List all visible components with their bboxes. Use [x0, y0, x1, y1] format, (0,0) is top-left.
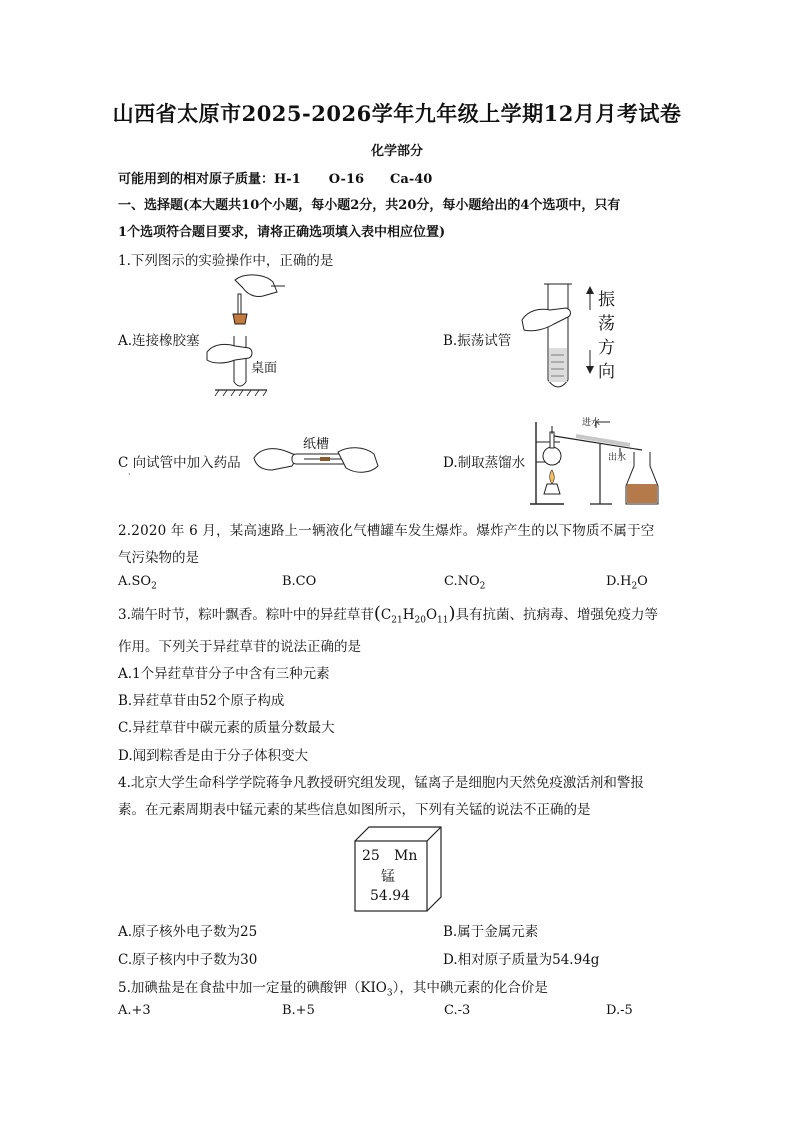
q5-option-c[interactable]: C.-3 [444, 1003, 471, 1018]
q3-line2: 作用。下列关于异荭草苷的说法正确的是 [118, 639, 361, 655]
q1-image-b-label: 振 荡 方 向 [598, 290, 615, 382]
q2-option-a[interactable]: $A.SO_2$ [118, 574, 157, 592]
q4-option-a[interactable]: A.原子核外电子数为25 [118, 924, 258, 940]
q4-element-number: 25 [362, 848, 380, 864]
atomic-mass-o: O-16 [328, 172, 365, 187]
q4-option-d[interactable]: D.相对原子质量为54.94g [443, 952, 600, 968]
q2-option-d[interactable]: $D.H_2O$ [606, 574, 648, 592]
q1-image-d-water-out: 出水 [608, 453, 627, 463]
q4-option-c[interactable]: C.原子核内中子数为30 [118, 952, 258, 968]
q1-image-d-water-in: 进水 [582, 418, 601, 428]
q5-option-d[interactable]: D.-5 [606, 1003, 633, 1018]
q2-line1: 2.2020 年 6 月，某高速路上一辆液化气槽罐车发生爆炸。爆炸产生的以下物质不属于空 [118, 523, 655, 539]
q5-option-b[interactable]: B.+5 [282, 1003, 315, 1018]
q1-image-b [520, 280, 600, 398]
q1-image-a-label: 桌面 [251, 361, 278, 376]
atomic-mass-label: 可能用到的相对原子质量： [118, 172, 275, 187]
q1-option-a[interactable]: A.连接橡胶塞 [118, 333, 200, 349]
q4-line2: 素。在元素周期表中锰元素的某些信息如图所示，下列有关锰的说法不正确的是 [118, 802, 591, 818]
page-title: 山西省太原市2025-2026学年九年级上学期12月月考试卷 [112, 101, 682, 126]
q2-line2: 气污染物的是 [118, 550, 199, 566]
page-subtitle: 化学部分 [370, 144, 423, 159]
q3-line1: 3.端午时节，粽叶飘香。粽叶中的异荭草苷$(C_{21}H_{20}O_{11})$具有抗菌、抗病毒、增强免疫力等 [118, 603, 659, 626]
q4-element-mass: 54.94 [370, 888, 411, 904]
atomic-mass-h: H-1 [274, 172, 301, 187]
q4-line1: 4.北京大学生命科学学院蒋争凡教授研究组发现，锰离子是细胞内天然免疫激活剂和警报 [118, 775, 644, 791]
q3-option-b[interactable]: B.异荭草苷由52个原子构成 [118, 693, 285, 709]
section1-line2: 1个选项符合题目要求，请将正确选项填入表中相应位置) [118, 225, 446, 240]
q1-option-b[interactable]: B.振荡试管 [443, 333, 512, 349]
q3-formula: $C_{21}H_{20}O_{11}$ [380, 607, 449, 626]
q2-option-c[interactable]: $C.NO_2$ [444, 574, 486, 592]
q4-element-symbol: Mn [394, 848, 418, 864]
q1-option-c[interactable]: C 向试管中加入药品 [118, 455, 241, 471]
q1-option-c-dot: · [128, 470, 131, 479]
q3-option-c[interactable]: C.异荭草苷中碳元素的质量分数最大 [118, 720, 335, 736]
q1-option-d[interactable]: D.制取蒸馏水 [443, 455, 526, 471]
q1-stem: 1.下列图示的实验操作中，正确的是 [118, 253, 334, 269]
atomic-mass-ca: Ca-40 [390, 172, 433, 187]
q4-option-b[interactable]: B.属于金属元素 [443, 924, 539, 940]
q1-image-a [205, 272, 295, 400]
q3-option-a[interactable]: A.1个异荭草苷分子中含有三种元素 [118, 666, 330, 682]
q5-line1: 5.加碘盐是在食盐中加一定量的碘酸钾$(KIO_3)$，其中碘元素的化合价是 [118, 980, 548, 999]
section1-line1: 一、选择题(本大题共10个小题，每小题2分，共20分，每小题给出的4个选项中，只有 [118, 198, 621, 213]
q2-option-b[interactable]: B.CO [282, 574, 317, 589]
q5-option-a[interactable]: A.+3 [118, 1003, 151, 1018]
atomic-mass-line [118, 168, 432, 187]
q3-option-d[interactable]: D.闻到粽香是由于分子体积变大 [118, 748, 309, 764]
q1-image-c-label: 纸槽 [303, 437, 330, 452]
q4-element-name: 锰 [381, 869, 395, 885]
